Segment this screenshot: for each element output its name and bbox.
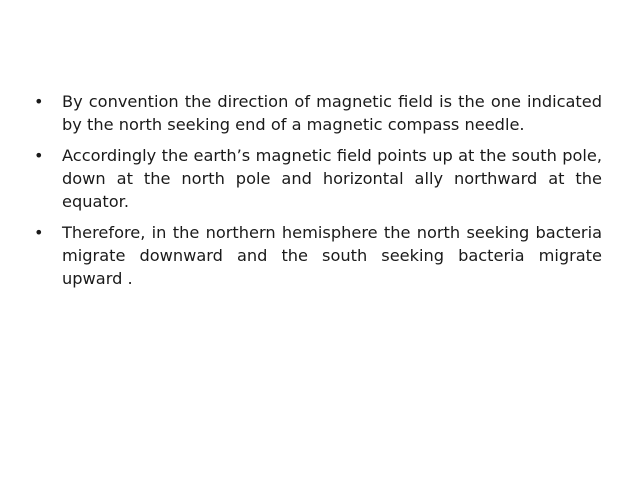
bullet-item [34, 90, 602, 136]
bullet-marker: • [34, 146, 44, 165]
bullet-text: Therefore, in the northern hemisphere the north seeking bacteria migrate downward and the south seeking bacteria migrate upward . [62, 223, 602, 288]
bullet-item [34, 221, 602, 290]
bullet-marker: • [34, 223, 44, 242]
bullet-item [34, 144, 602, 213]
bullet-text: Accordingly the earth’s magnetic field points up at the south pole, down at the north pole and horizontal ally northward at the equator. [62, 146, 602, 211]
bullet-text: By convention the direction of magnetic field is the one indicated by the north seeking end of a magnetic compass needle. [62, 92, 602, 134]
bullet-marker: • [34, 92, 44, 111]
bullet-list [34, 90, 602, 298]
